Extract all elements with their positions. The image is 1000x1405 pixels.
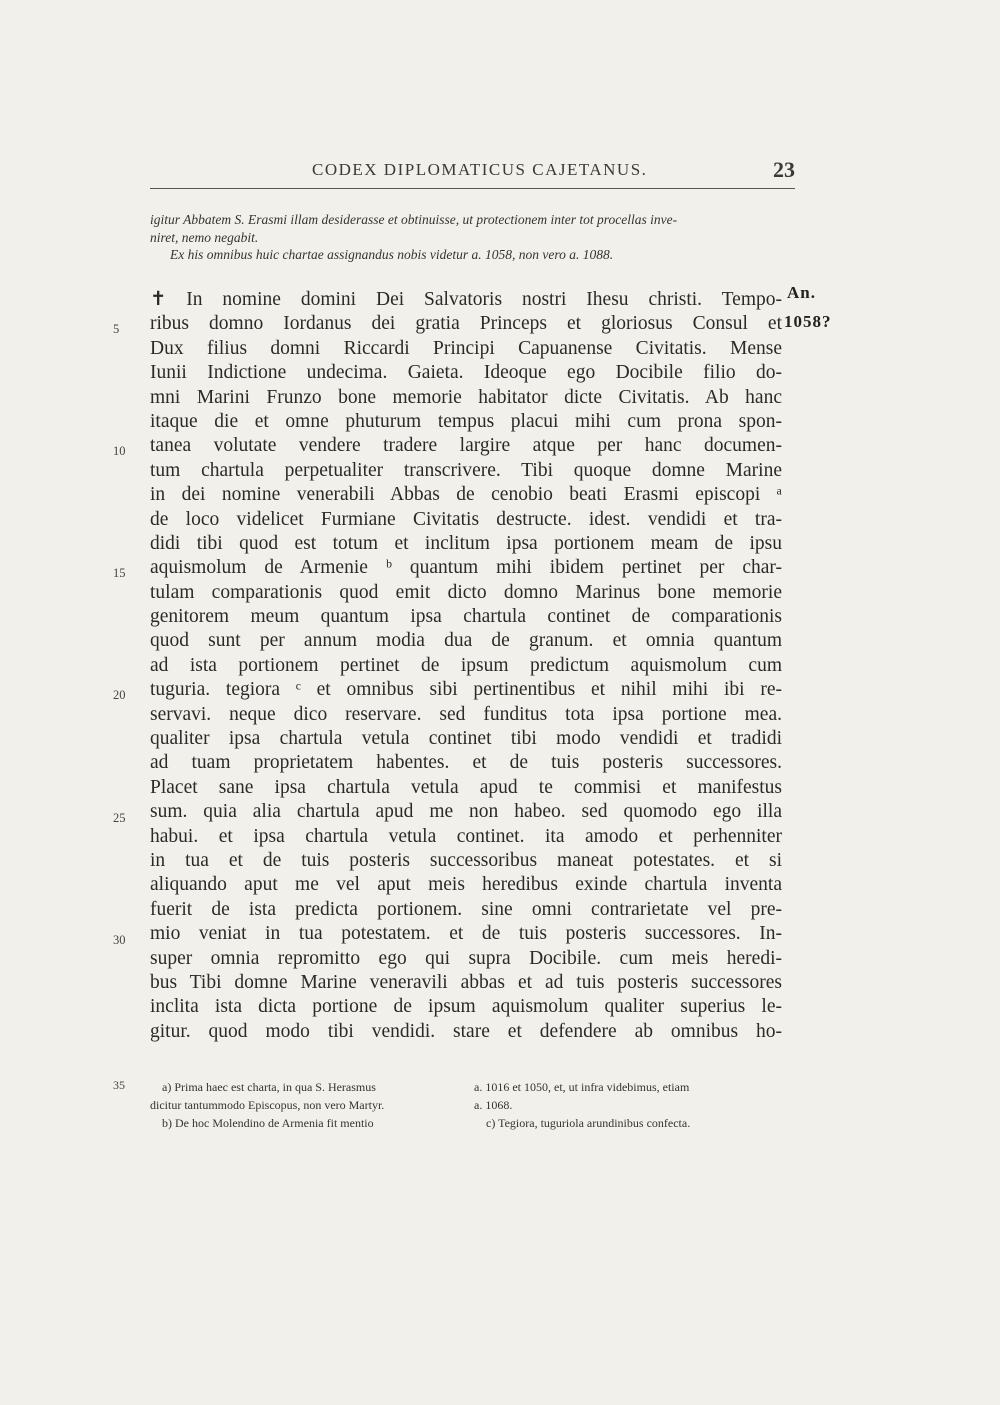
text-line: Iunii Indictione undecima. Gaieta. Ideoque ego Docibile filio do- <box>150 362 782 384</box>
text-line: tuguria. tegiora ᶜ et omnibus sibi pertinentibus et nihil mihi ibi re- <box>150 679 782 701</box>
line-number: 20 <box>113 688 126 702</box>
text-line: quod sunt per annum modia dua de granum. et omnia quantum <box>150 630 782 652</box>
text-line: aliquando aput me vel aput meis heredibus exinde chartula inventa <box>150 874 782 896</box>
text-line: Placet sane ipsa chartula vetula apud te commisi et manifestus <box>150 776 782 798</box>
text-line: ribus domno Iordanus dei gratia Princeps et gloriosus Consul et <box>150 313 782 335</box>
text-line: in tua et de tuis posteris successoribus maneat potestates. et si <box>150 849 782 871</box>
footnote-line: b) De hoc Molendino de Armenia fit mentio <box>162 1116 374 1130</box>
text-line: genitorem meum quantum ipsa chartula continet de comparationis <box>150 606 782 628</box>
marginal-year-label: An. <box>787 283 816 302</box>
line-number: 25 <box>113 811 126 825</box>
intro-line: Ex his omnibus huic chartae assignandus nobis videtur a. 1058, non vero a. 1088. <box>170 247 614 262</box>
text-line: ad tuam proprietatem habentes. et de tuis posteris successores. <box>150 752 782 774</box>
line-number: 15 <box>113 566 126 580</box>
text-line: mio veniat in tua potestatem. et de tuis posteris successores. In- <box>150 923 782 945</box>
line-number: 35 <box>113 1078 125 1092</box>
text-line: ✝ In nomine domini Dei Salvatoris nostri Ihesu christi. Tempo- <box>150 289 782 310</box>
intro-line: niret, nemo negabit. <box>150 229 259 245</box>
text-line: gitur. quod modo tibi vendidi. stare et defendere ab omnibus ho- <box>150 1020 782 1042</box>
text-line: sum. quia alia chartula apud me non habeo. sed quomodo ego illa <box>150 801 782 823</box>
text-line: tum chartula perpetualiter transcrivere. Tibi quoque domne Marine <box>150 459 782 481</box>
text-line: habui. et ipsa chartula vetula continet. ita amodo et perhenniter <box>150 825 782 847</box>
charter-text <box>150 288 782 1044</box>
footnotes-right-column <box>474 1078 774 1132</box>
text-line: de loco videlicet Furmiane Civitatis destructe. idest. vendidi et tra- <box>150 508 782 530</box>
page-number: 23 <box>773 157 795 182</box>
text-line: ad ista portionem pertinet de ipsum predictum aquismolum cum <box>150 654 782 676</box>
marginal-year-value: 1058? <box>784 312 832 331</box>
footnote-line: a. 1016 et 1050, et, ut infra videbimus, etiam <box>474 1080 690 1094</box>
text-line: qualiter ipsa chartula vetula continet tibi modo vendidi et tradidi <box>150 728 782 750</box>
text-line: didi tibi quod est totum et inclitum ipsa portionem meam de ipsu <box>150 532 782 554</box>
text-line: Dux filius domni Riccardi Principi Capuanense Civitatis. Mense <box>150 337 782 359</box>
introductory-note <box>150 211 790 264</box>
text-line: aquismolum de Armenie ᵇ quantum mihi ibidem pertinet per char- <box>150 557 782 579</box>
text-line: bus Tibi domne Marine veneravili abbas et ad tuis posteris successores <box>150 971 782 993</box>
text-line: tulam comparationis quod emit dicto domno Marinus bone memorie <box>150 581 782 603</box>
header-rule <box>150 188 795 189</box>
footnote-line: c) Tegiora, tuguriola arundinibus confecta. <box>486 1116 691 1130</box>
footnote-line: a) Prima haec est charta, in qua S. Herasmus <box>162 1080 376 1094</box>
text-line: mni Marini Frunzo bone memorie habitator dicte Civitatis. Ab hanc <box>150 386 782 408</box>
footnote-line: a. 1068. <box>474 1098 513 1112</box>
text-line: inclita ista dicta portione de ipsum aquismolum qualiter superius le- <box>150 996 782 1018</box>
line-number: 5 <box>113 322 120 336</box>
text-line: super omnia repromitto ego qui supra Docibile. cum meis heredi- <box>150 947 782 969</box>
line-number: 10 <box>113 444 126 458</box>
text-line: itaque die et omne phuturum tempus placui mihi cum prona spon- <box>150 410 782 432</box>
text-line: tanea volutate vendere tradere largire atque per hanc documen- <box>150 435 782 457</box>
running-head <box>150 157 795 186</box>
line-number: 30 <box>113 933 126 947</box>
running-title: CODEX DIPLOMATICUS CAJETANUS. <box>312 160 648 179</box>
intro-line: igitur Abbatem S. Erasmi illam desiderasse et obtinuisse, ut protectionem inter tot procellas inve- <box>150 212 678 227</box>
text-line: servavi. neque dico reservare. sed funditus tota ipsa portione mea. <box>150 703 782 725</box>
text-line: in dei nomine venerabili Abbas de cenobio beati Erasmi episcopi ᵃ <box>150 484 782 506</box>
footnotes-left-column <box>150 1078 450 1132</box>
text-line: fuerit de ista predicta portionem. sine omni contrarietate vel pre- <box>150 898 782 920</box>
footnote-line: dicitur tantummodo Episcopus, non vero Martyr. <box>150 1098 385 1112</box>
